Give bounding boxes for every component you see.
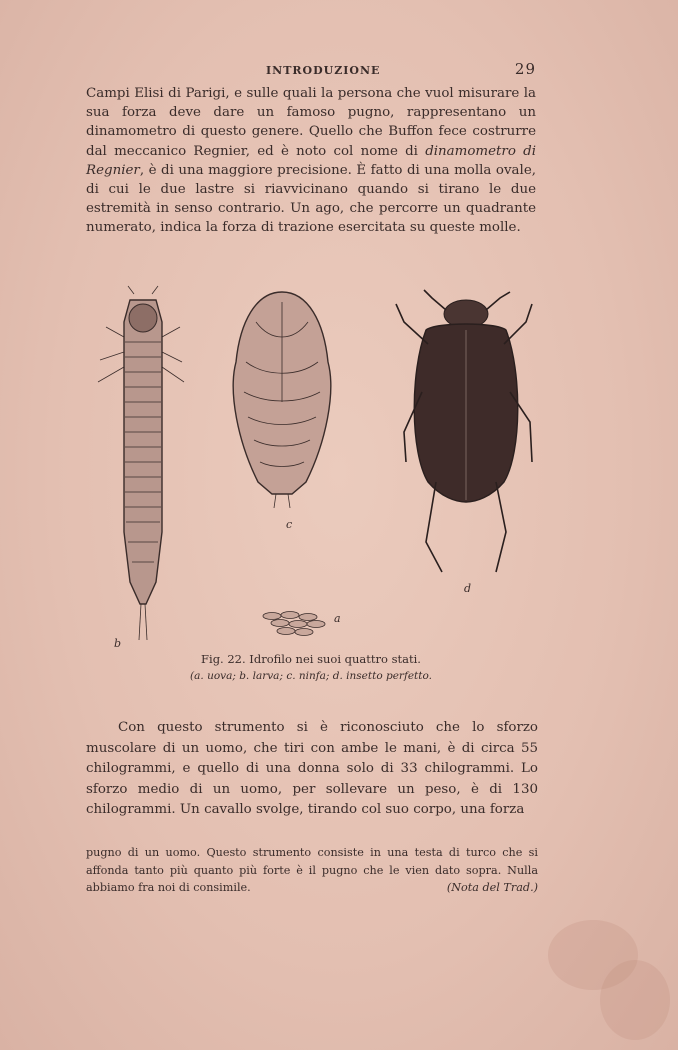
figure-caption: Fig. 22. Idrofilo nei suoi quattro stati.	[201, 652, 421, 666]
paragraph-1-italic: dinamometro di Regnier	[86, 143, 536, 178]
page-number: 29	[514, 60, 536, 78]
footnote-signature: (Nota del Trad.)	[446, 881, 538, 894]
footnote	[86, 844, 538, 897]
header-title: INTRODUZIONE	[266, 64, 381, 77]
beetle-drawing	[396, 290, 532, 572]
eggs-drawing	[263, 612, 325, 636]
figure-label-b: b	[114, 637, 122, 650]
insect-illustration	[86, 282, 556, 652]
paragraph-1	[86, 84, 536, 238]
paper-stain	[600, 960, 670, 1040]
figure-legend: (a. uova; b. larva; c. ninfa; d. insetto perfetto.	[190, 670, 432, 682]
figure-label-a: a	[334, 612, 341, 625]
figure-22	[86, 282, 556, 662]
footnote-text: pugno di un uomo. Questo strumento consiste in una testa di turco che si affonda tanto più quanto più forte è il pugno che le vien dato sopra. Nulla abbiamo fra noi di consimile.	[86, 846, 538, 894]
paragraph-2-text: Con questo strumento si è riconosciuto che lo sforzo muscolare di un uomo, che tiri con ambe le mani, è di circa 55 chilogrammi, e quello di una donna solo di 33 chilogrammi. Lo sforzo medio di un uomo, per sollevare un peso, è di 130 chilogrammi. Un cavallo svolge, tirando col suo corpo, una forza	[86, 720, 538, 817]
larva-drawing	[98, 286, 184, 640]
paragraph-1-text-b: , è di una maggiore precisione. È fatto di una molla ovale, di cui le due lastre si riavvicinano quando si tirano le due estremità in senso contrario. Un ago, che percorre un quadrante numerato, indica la forza di trazione esercitata su queste molle.	[86, 162, 536, 236]
figure-label-d: d	[464, 582, 472, 595]
nymph-drawing	[233, 292, 331, 508]
running-header	[86, 60, 536, 80]
paragraph-2	[86, 718, 538, 821]
figure-label-c: c	[286, 518, 293, 531]
paragraph-1-text-a: Campi Elisi di Parigi, e sulle quali la persona che vuol misurare la sua forza deve dare un famoso pugno, rappresentano un dinamometro di questo genere. Quello che Buffon fece costrurre dal meccanico Regnier, ed è noto col nome di	[86, 86, 536, 159]
